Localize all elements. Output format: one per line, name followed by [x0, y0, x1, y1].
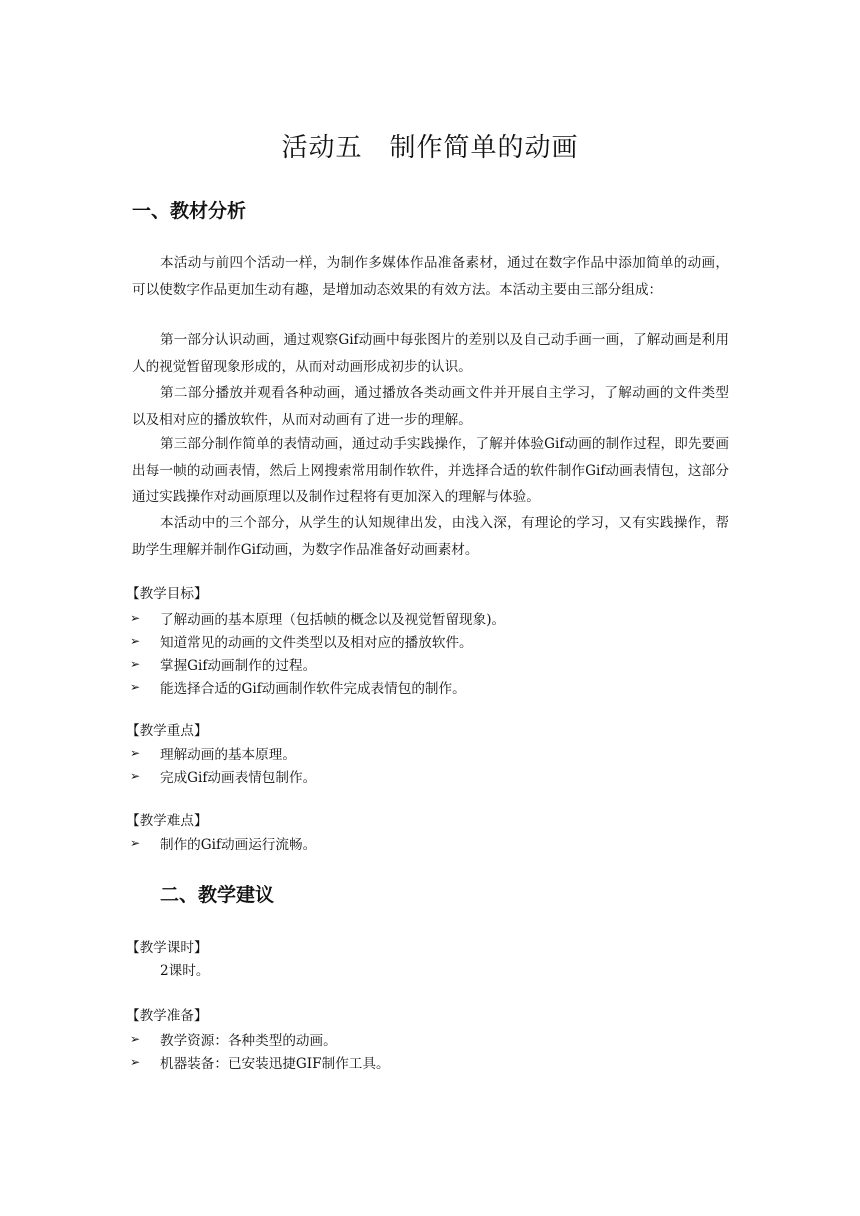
list-item-text: 教学资源：各种类型的动画。 — [160, 1032, 337, 1049]
section-heading-suggestions: 二、教学建议 — [160, 884, 275, 906]
list-item — [130, 764, 316, 787]
list-item-text: 知道常见的动画的文件类型以及相对应的播放软件。 — [160, 634, 473, 651]
list-item-text: 理解动画的基本原理。 — [160, 746, 296, 763]
arrowhead-bullet-icon: ➢ — [130, 656, 141, 671]
arrowhead-bullet-icon: ➢ — [130, 679, 141, 694]
prep-list — [130, 1027, 390, 1073]
arrowhead-bullet-icon: ➢ — [130, 1054, 141, 1069]
list-item-text: 完成Gif动画表情包制作。 — [160, 769, 317, 786]
list-item — [130, 741, 316, 764]
key-points-list — [130, 741, 316, 787]
list-item-text: 掌握Gif动画制作的过程。 — [160, 657, 317, 674]
paragraph-part-one: 第一部分认识动画，通过观察Gif动画中每张图片的差别以及自己动手画一画，了解动画是利用人的视觉暂留现象形成的，从而对动画形成初步的认识。 — [132, 332, 729, 375]
arrowhead-bullet-icon: ➢ — [130, 745, 141, 760]
list-item — [130, 831, 316, 854]
document-title: 活动五 制作简单的动画 — [281, 133, 579, 163]
difficulties-list — [130, 831, 316, 854]
arrowhead-bullet-icon: ➢ — [130, 633, 141, 648]
goals-label: 【教学目标】 — [126, 586, 208, 602]
arrowhead-bullet-icon: ➢ — [130, 768, 141, 783]
difficulties-label: 【教学难点】 — [126, 813, 208, 829]
list-item — [130, 1027, 390, 1050]
arrowhead-bullet-icon: ➢ — [130, 610, 141, 625]
arrowhead-bullet-icon: ➢ — [130, 835, 141, 850]
hours-label: 【教学课时】 — [126, 940, 208, 956]
section-heading-analysis: 一、教材分析 — [132, 200, 247, 222]
list-item — [130, 675, 505, 698]
paragraph-summary: 本活动中的三个部分，从学生的认知规律出发，由浅入深，有理论的学习，又有实践操作，帮助学生理解并制作Gif动画，为数字作品准备好动画素材。 — [132, 515, 729, 558]
list-item — [130, 629, 505, 652]
list-item — [130, 652, 505, 675]
key-points-label: 【教学重点】 — [126, 723, 208, 739]
prep-label: 【教学准备】 — [126, 1008, 208, 1024]
goals-list — [130, 606, 505, 698]
paragraph-part-three: 第三部分制作简单的表情动画，通过动手实践操作，了解并体验Gif动画的制作过程，即先要画出每一帧的动画表情，然后上网搜索常用制作软件，并选择合适的软件制作Gif动画表情包，这部分通过实践操作对动画原理以及制作过程将有更加深入的理解与体验。 — [132, 436, 729, 505]
hours-text: 2课时。 — [160, 963, 210, 979]
arrowhead-bullet-icon: ➢ — [130, 1031, 141, 1046]
list-item-text: 制作的Gif动画运行流畅。 — [160, 836, 317, 853]
paragraph-intro: 本活动与前四个活动一样，为制作多媒体作品准备素材，通过在数字作品中添加简单的动画，可以使数字作品更加生动有趣，是增加动态效果的有效方法。本活动主要由三部分组成： — [132, 255, 729, 298]
list-item-text: 能选择合适的Gif动画制作软件完成表情包的制作。 — [160, 680, 466, 697]
list-item — [130, 1050, 390, 1073]
list-item-text: 机器装备：已安装迅捷GIF制作工具。 — [160, 1055, 390, 1072]
list-item-text: 了解动画的基本原理（包括帧的概念以及视觉暂留现象)。 — [160, 611, 506, 628]
list-item — [130, 606, 505, 629]
paragraph-part-two: 第二部分播放并观看各种动画，通过播放各类动画文件并开展自主学习，了解动画的文件类型以及相对应的播放软件，从而对动画有了进一步的理解。 — [132, 385, 729, 428]
